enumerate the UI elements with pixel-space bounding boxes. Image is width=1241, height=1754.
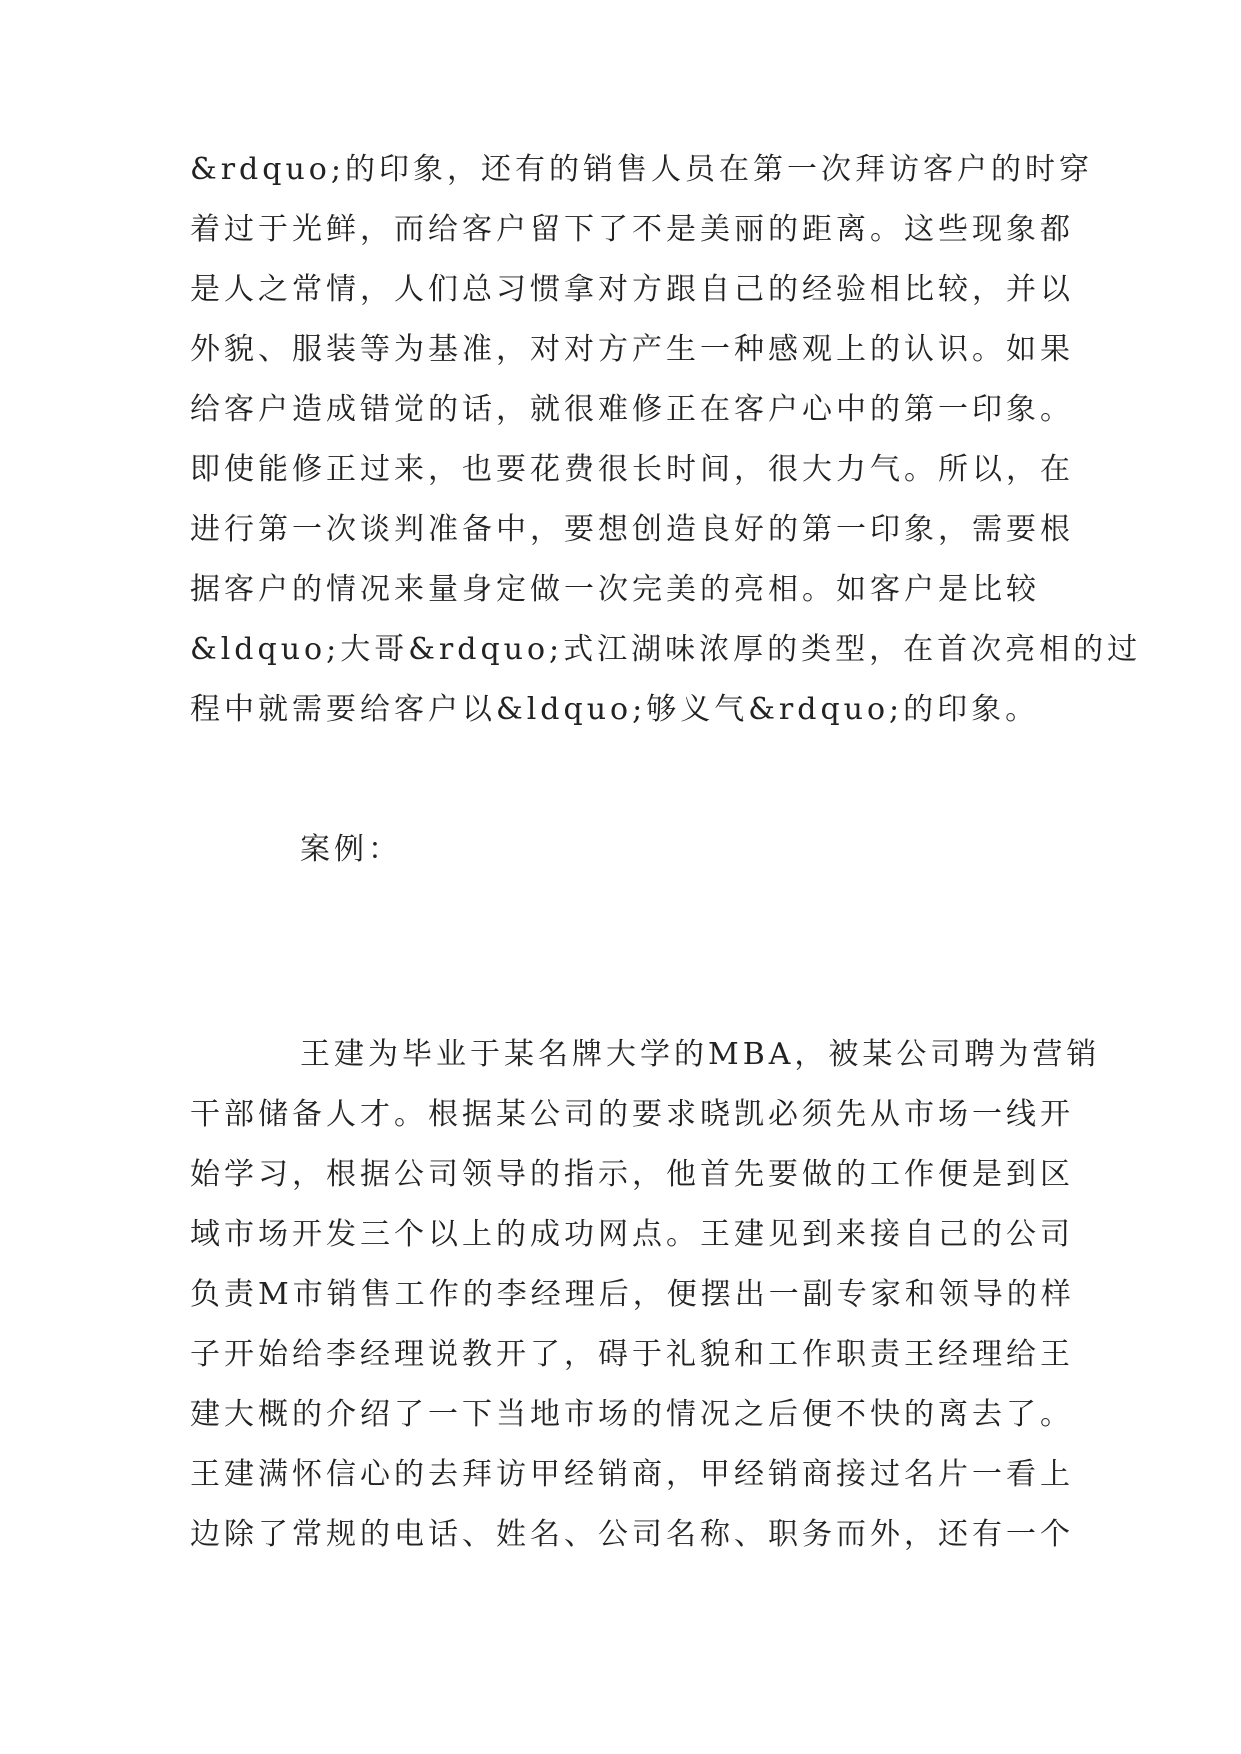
paragraph-2-line-8: 王建满怀信心的去拜访甲经销商，甲经销商接过名片一看上 xyxy=(190,1457,1074,1492)
paragraph-2-line-9: 边除了常规的电话、姓名、公司名称、职务而外，还有一个 xyxy=(190,1517,1074,1552)
paragraph-2-line-1: 王建为毕业于某名牌大学的MBA，被某公司聘为营销 xyxy=(300,1037,1101,1072)
paragraph-2-line-4: 域市场开发三个以上的成功网点。王建见到来接自己的公司 xyxy=(190,1217,1074,1252)
paragraph-1-line-7: 进行第一次谈判准备中，要想创造良好的第一印象，需要根 xyxy=(190,512,1074,547)
paragraph-1-line-9: &ldquo;大哥&rdquo;式江湖味浓厚的类型，在首次亮相的过 xyxy=(190,632,1142,667)
paragraph-2-line-6: 子开始给李经理说教开了，碍于礼貌和工作职责王经理给王 xyxy=(190,1337,1074,1372)
paragraph-1-line-2: 着过于光鲜，而给客户留下了不是美丽的距离。这些现象都 xyxy=(190,212,1074,247)
paragraph-2-line-2: 干部储备人才。根据某公司的要求晓凯必须先从市场一线开 xyxy=(190,1097,1074,1132)
paragraph-1-line-3: 是人之常情，人们总习惯拿对方跟自己的经验相比较，并以 xyxy=(190,272,1074,307)
paragraph-2-line-3: 始学习，根据公司领导的指示，他首先要做的工作便是到区 xyxy=(190,1157,1074,1192)
paragraph-2-line-5: 负责M市销售工作的李经理后，便摆出一副专家和领导的样 xyxy=(190,1277,1075,1312)
paragraph-1-line-10: 程中就需要给客户以&ldquo;够义气&rdquo;的印象。 xyxy=(190,692,1040,727)
paragraph-1-line-1: &rdquo;的印象，还有的销售人员在第一次拜访客户的时穿 xyxy=(190,152,1093,187)
paragraph-1-line-8: 据客户的情况来量身定做一次完美的亮相。如客户是比较 xyxy=(190,572,1040,607)
case-heading: 案例： xyxy=(300,832,402,867)
paragraph-1-line-5: 给客户造成错觉的话，就很难修正在客户心中的第一印象。 xyxy=(190,392,1074,427)
paragraph-1-line-4: 外貌、服装等为基准，对对方产生一种感观上的认识。如果 xyxy=(190,332,1074,367)
paragraph-2-line-7: 建大概的介绍了一下当地市场的情况之后便不快的离去了。 xyxy=(190,1397,1074,1432)
paragraph-1-line-6: 即使能修正过来，也要花费很长时间，很大力气。所以，在 xyxy=(190,452,1074,487)
